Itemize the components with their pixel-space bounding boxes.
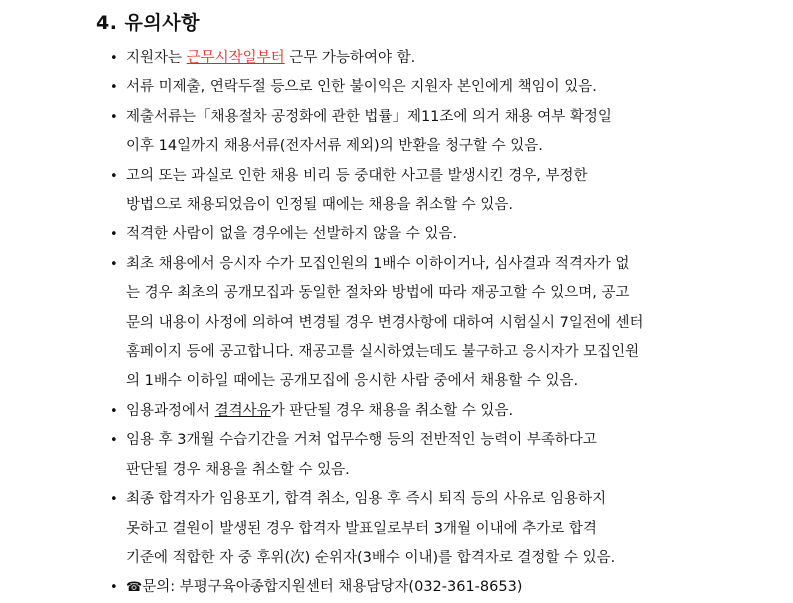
list-item	[96, 220, 702, 249]
item-text-pre: 지원자는	[126, 50, 187, 66]
item-line: 의 1배수 이하일 때에는 공개모집에 응시한 사람 중에서 채용할 수 있음.	[126, 373, 579, 390]
item-line: 고의 또는 과실로 인한 채용 비리 등 중대한 사고를 발생시킨 경우, 부정한	[126, 167, 588, 184]
bullet-icon: •	[110, 492, 118, 508]
item-text	[126, 44, 702, 73]
item-line: 기준에 적합한 자 중 후위(次) 순위자(3배수 이내)를 합격자로 결정할 수 있음.	[126, 549, 616, 566]
bullet-icon: •	[110, 109, 118, 125]
item-text	[126, 397, 702, 426]
bullet-icon: •	[110, 168, 118, 184]
bullet-icon: •	[110, 227, 118, 243]
bullet-icon: •	[110, 80, 118, 96]
item-line: 는 경우 최초의 공개모집과 동일한 절차와 방법에 따라 재공고할 수 있으며, 공고	[126, 285, 630, 302]
list-item	[96, 73, 702, 102]
section-title: 4. 유의사항	[96, 12, 200, 34]
item-line: 못하고 결원이 발생된 경우 합격자 발표일로부터 3개월 이내에 추가로 합격	[126, 520, 597, 537]
list-item	[96, 426, 702, 485]
item-text-pre: 임용과정에서	[126, 402, 215, 419]
bullet-icon: •	[110, 256, 118, 272]
disqualification-term: 결격사유	[214, 402, 271, 419]
bullet-icon: •	[110, 51, 118, 66]
item-line: 최초 채용에서 응시자 수가 모집인원의 1배수 이하이거나, 심사결과 적격자가 없	[126, 255, 630, 272]
list-item	[96, 103, 702, 162]
item-line: 홈페이지 등에 공고합니다. 재공고를 실시하였는데도 불구하고 응시자가 모집인원	[126, 344, 640, 361]
list-item	[96, 397, 702, 426]
item-line: 판단될 경우 채용을 취소할 수 있음.	[126, 461, 350, 478]
telephone-icon: ☎	[126, 580, 143, 596]
item-text-post: 근무 가능하여야 함.	[284, 50, 416, 66]
item-line: 최종 합격자가 임용포기, 합격 취소, 임용 후 즉시 퇴직 등의 사유로 임용하지	[126, 491, 607, 508]
list-item	[96, 250, 702, 397]
item-line: 이후 14일까지 채용서류(전자서류 제외)의 반환을 청구할 수 있음.	[126, 138, 543, 155]
contact-line	[126, 573, 702, 602]
item-line: 문의 내용이 사정에 의하여 변경될 경우 변경사항에 대하여 시험실시 7일전에 센터	[126, 314, 644, 331]
list-item	[96, 573, 702, 602]
list-item	[96, 44, 702, 73]
bullet-icon: •	[110, 433, 118, 449]
item-text-post: 가 판단될 경우 채용을 취소할 수 있음.	[270, 402, 514, 419]
notice-list	[96, 44, 702, 603]
bullet-icon: •	[110, 403, 118, 419]
bullet-icon: •	[110, 580, 118, 596]
item-line: 제출서류는「채용절차 공정화에 관한 법률」제11조에 의거 채용 여부 확정일	[126, 108, 612, 125]
item-line: 방법으로 채용되었음이 인정될 때에는 채용을 취소할 수 있음.	[126, 197, 514, 214]
notice-section	[96, 10, 702, 603]
contact-text: 문의: 부평구육아종합지원센터 채용담당자(032-361-8653)	[142, 579, 523, 596]
item-line: 적격한 사람이 없을 경우에는 선발하지 않을 수 있음.	[126, 226, 458, 243]
item-line: 임용 후 3개월 수습기간을 거쳐 업무수행 등의 전반적인 능력이 부족하다고	[126, 432, 597, 449]
list-item	[96, 485, 702, 573]
list-item	[96, 162, 702, 221]
item-line: 서류 미제출, 연락두절 등으로 인한 불이익은 지원자 본인에게 책임이 있음.	[126, 79, 597, 96]
start-date-highlight: 근무시작일부터	[186, 50, 285, 66]
